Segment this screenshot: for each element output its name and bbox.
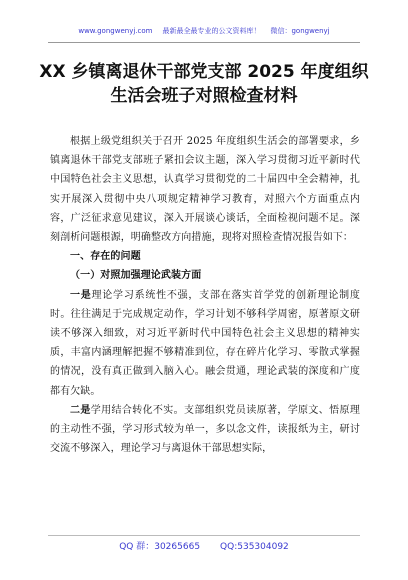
header-slogan: 最新最全最专业的公文资料库！ [162,27,261,35]
page-header [0,26,408,36]
header-divider [48,42,360,43]
intro-paragraph: 根据上级党组织关于召开 2025 年度组织生活会的部署要求，乡镇离退休干部党支部班子紧扣会议主题，深入学习贯彻习近平新时代中国特色社会主义思想，认真学习贯彻党的二十届四中全会精神，扎实开展深入贯彻中央八项规定精神学习教育，对照六个方面重点内容，广泛征求意见建议，深入开展谈心谈话，全面检视问题不足。深刻剖析问题根源，明确整改方向措施，现将对照检查情况报告如下： [50,136,360,244]
paragraph-1-text: 理论学习系统性不强，支部在落实首学党的创新理论制度时。往往满足于完成规定动作，学习计划不够科学周密，原著原文研读不够深入细致，对习近平新时代中国特色社会主义思想的精神实质，丰富内涵理解把握不够精准到位，存在碎片化学习、零散式掌握的情况，没有真正做到入脑入心。融会贯通，理论武装的深度和广度都有欠缺。 [50,289,360,397]
page-footer [0,539,408,552]
document-title [0,60,408,108]
footer-divider [48,535,360,536]
header-wechat: 微信：gongwenyj [270,27,330,35]
subsection-heading: （一）对照加强理论武装方面 [70,270,202,282]
title-line-1: XX 乡镇离退休干部党支部 2025 年度组织 [39,62,369,82]
title-line-2: 生活会班子对照检查材料 [110,86,298,106]
paragraph-2 [50,401,360,459]
paragraph-2-text: 学用结合转化不实。支部组织党员读原著，学原文、悟原理的主动性不强，学习形式较为单一，多以念文件，读报纸为主，研讨交流不够深入，理论学习与离退休干部思想实际， [50,404,360,455]
qq-number: QQ:535304092 [220,542,289,552]
qq-group: QQ 群：30265665 [119,542,201,552]
paragraph-2-lead: 二是 [70,404,91,416]
section-heading: 一、存在的问题 [70,251,141,263]
paragraph-1 [50,286,360,401]
site-url[interactable]: www.gongwenyj.com [78,27,153,35]
document-body [50,132,360,458]
paragraph-1-lead: 一是 [70,289,92,301]
